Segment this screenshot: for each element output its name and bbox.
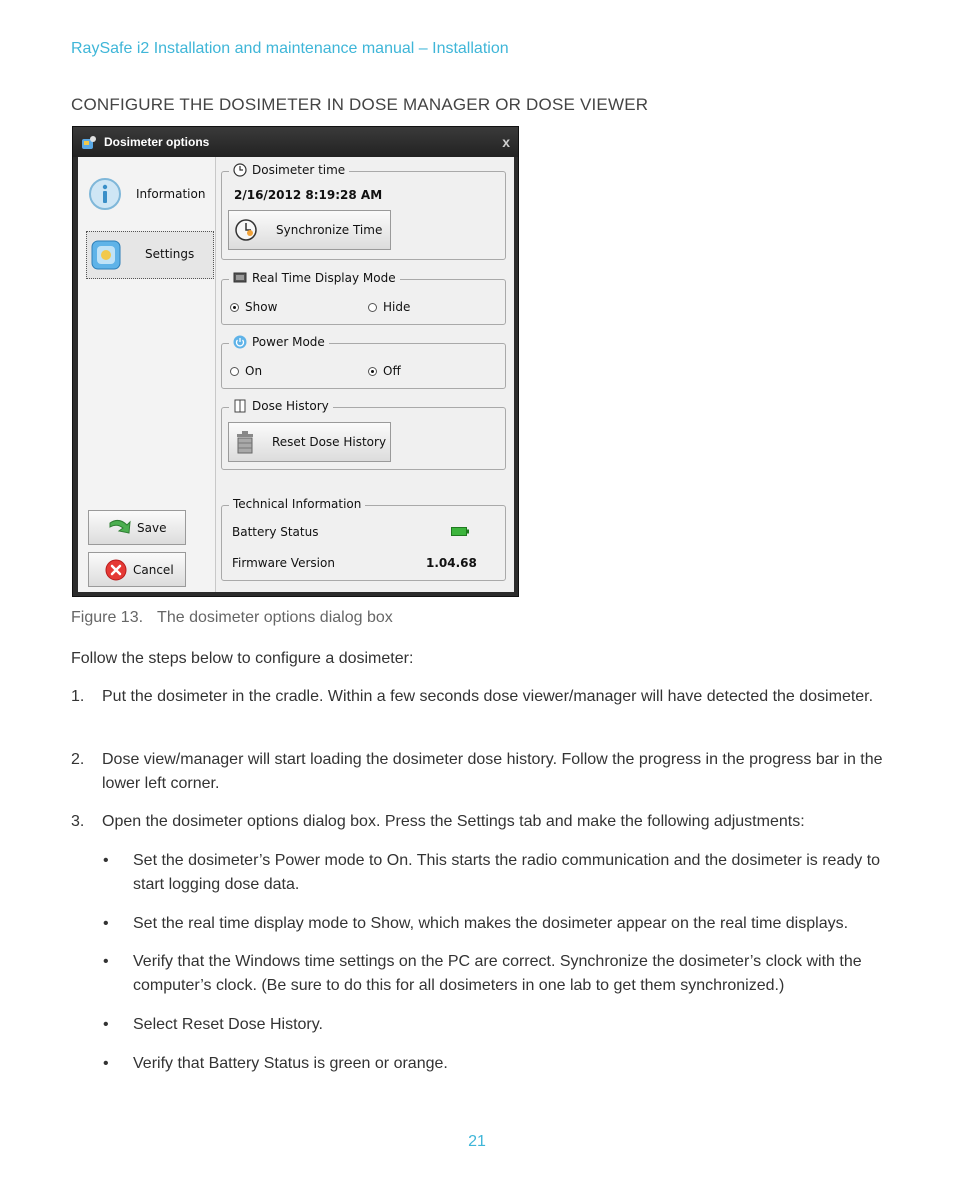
radio-show-dot: [230, 303, 239, 312]
save-label: Save: [137, 521, 167, 535]
figure-number: Figure 13.: [71, 609, 144, 626]
radio-hide[interactable]: [368, 300, 410, 314]
step-item: [71, 685, 891, 733]
figure-caption-text: The dosimeter options dialog box: [157, 609, 393, 626]
save-arrow-icon: [107, 517, 131, 539]
radio-off-label: Off: [383, 364, 401, 378]
step-number: 1.: [71, 688, 85, 705]
reset-dose-history-label: Reset Dose History: [272, 435, 387, 449]
book-icon: [233, 399, 247, 413]
firmware-version-value: 1.04.68: [426, 556, 477, 570]
bullet-item: [103, 950, 893, 998]
firmware-version-label: Firmware Version: [232, 556, 335, 570]
bullet-item: [103, 1013, 893, 1037]
dialog-client-area: [78, 157, 514, 592]
reset-dose-history-button[interactable]: [228, 422, 391, 462]
running-header: RaySafe i2 Installation and maintenance manual – Installation: [71, 40, 509, 57]
radio-off-dot: [368, 367, 377, 376]
page-number: 21: [468, 1133, 486, 1150]
bullet-mark: •: [103, 953, 109, 970]
bullet-item: [103, 1052, 893, 1076]
radio-on[interactable]: [230, 364, 262, 378]
battery-status-label: Battery Status: [232, 525, 319, 539]
radio-hide-dot: [368, 303, 377, 312]
step-text: Dose view/manager will start loading the dosimeter dose history. Follow the progress in the progress bar in the lower left corner.: [102, 751, 883, 792]
dosimeter-time-value: 2/16/2012 8:19:28 AM: [234, 188, 383, 202]
dose-history-legend: [229, 399, 333, 413]
cancel-button[interactable]: [88, 552, 186, 587]
power-icon: [233, 335, 247, 349]
dosimeter-time-legend-text: Dosimeter time: [252, 163, 346, 177]
display-mode-legend: [229, 271, 400, 285]
technical-info-legend-text: Technical Information: [233, 497, 362, 511]
figure-caption: [71, 609, 393, 627]
power-mode-legend: [229, 335, 329, 349]
battery-icon: [451, 527, 469, 536]
bullet-text: Set the real time display mode to Show, which makes the dosimeter appear on the real time displays.: [133, 915, 849, 932]
bullet-mark: •: [103, 1055, 109, 1072]
bullet-text: Verify that the Windows time settings on the PC are correct. Synchronize the dosimeter’s clock with the computer’s clock. (Be sure to do this for all dosimeters in one lab to get them synchronized.): [133, 953, 862, 994]
radio-show[interactable]: [230, 300, 277, 314]
cancel-label: Cancel: [133, 563, 174, 577]
dosimeter-time-group: [221, 163, 506, 260]
monitor-icon: [233, 272, 247, 284]
technical-info-legend: [229, 497, 365, 511]
display-mode-legend-text: Real Time Display Mode: [252, 271, 396, 285]
technical-info-group: [221, 497, 506, 581]
dosimeter-options-dialog: [72, 126, 519, 597]
step-number: 3.: [71, 813, 85, 830]
dialog-title: Dosimeter options: [104, 135, 210, 149]
bullet-mark: •: [103, 915, 109, 932]
synchronize-time-button[interactable]: [228, 210, 391, 250]
trash-icon: [235, 431, 255, 455]
radio-on-label: On: [245, 364, 263, 378]
dialog-nav-pane: [78, 157, 216, 592]
radio-on-dot: [230, 367, 239, 376]
bullet-mark: •: [103, 852, 109, 869]
settings-icon: [91, 240, 121, 270]
section-title: CONFIGURE THE DOSIMETER IN DOSE MANAGER OR DOSE VIEWER: [71, 95, 649, 114]
intro-paragraph: Follow the steps below to configure a dosimeter:: [71, 650, 414, 667]
radio-show-label: Show: [245, 300, 278, 314]
bullet-item: [103, 849, 893, 897]
bullet-text: Set the dosimeter’s Power mode to On. This starts the radio communication and the dosimeter is ready to start logging dose data.: [133, 852, 881, 893]
dose-history-group: [221, 399, 506, 470]
step-text: Open the dosimeter options dialog box. Press the Settings tab and make the following adjustments:: [102, 813, 805, 830]
power-mode-legend-text: Power Mode: [252, 335, 325, 349]
step-item: [71, 810, 891, 834]
radio-off[interactable]: [368, 364, 401, 378]
cancel-icon: [105, 559, 127, 581]
bullet-item: [103, 912, 893, 936]
nav-item-information[interactable]: [86, 171, 214, 219]
nav-settings-label: Settings: [145, 247, 195, 261]
bullet-mark: •: [103, 1016, 109, 1033]
radio-hide-label: Hide: [383, 300, 411, 314]
step-text: Put the dosimeter in the cradle. Within a few seconds dose viewer/manager will have detected the dosimeter.: [102, 688, 874, 705]
dosimeter-time-legend: [229, 163, 349, 177]
sync-clock-icon: [235, 219, 257, 241]
information-icon: [88, 177, 122, 211]
step-number: 2.: [71, 751, 85, 768]
display-mode-group: [221, 271, 506, 325]
close-icon[interactable]: x: [502, 134, 510, 150]
clock-icon: [233, 163, 247, 177]
power-mode-group: [221, 335, 506, 389]
bullet-text: Verify that Battery Status is green or orange.: [133, 1055, 448, 1072]
bullet-text: Select Reset Dose History.: [133, 1016, 323, 1033]
nav-item-settings[interactable]: [86, 231, 214, 279]
dose-history-legend-text: Dose History: [252, 399, 329, 413]
dosimeter-app-icon: [81, 136, 97, 150]
step-item: [71, 748, 891, 796]
dialog-titlebar: [73, 127, 518, 157]
synchronize-time-label: Synchronize Time: [276, 223, 383, 237]
save-button[interactable]: [88, 510, 186, 545]
nav-information-label: Information: [136, 187, 206, 201]
